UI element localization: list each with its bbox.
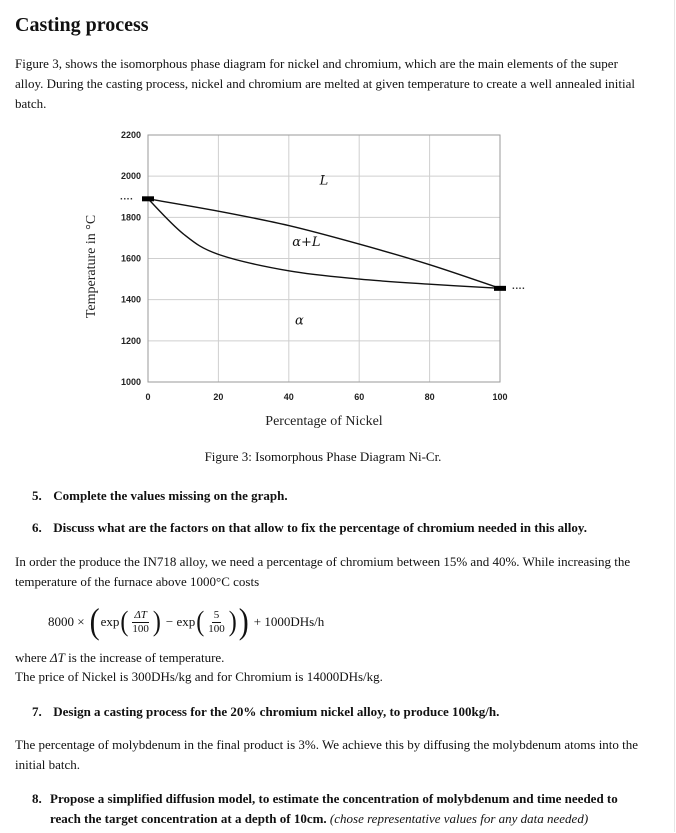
x-tick-label-3: 60 <box>354 392 365 402</box>
formula-fraction-2-numerator: 5 <box>213 608 220 621</box>
question-5 <box>32 486 288 506</box>
delta-t-post: is the increase of temperature. <box>68 650 225 665</box>
formula-exp-1: exp <box>100 614 120 629</box>
question-8-body <box>50 789 635 829</box>
y-tick-label-3: 1600 <box>120 253 141 264</box>
y-tick-label-1: 1200 <box>120 335 141 346</box>
y-tick-label-0: 1000 <box>120 377 141 387</box>
question-6-number: 6. <box>32 520 42 535</box>
molybdenum-paragraph: The percentage of molybdenum in the final product is 3%. We achieve this by diffusing the molybdenum atoms into the initial batch. <box>15 737 639 772</box>
formula-coefficient: 8000 × <box>48 614 85 629</box>
formula-fraction-2-denominator: 100 <box>208 622 225 635</box>
question-8 <box>32 789 642 829</box>
y-tick-label-5: 2000 <box>120 171 141 182</box>
formula-paren-close-inner-2: ) <box>228 606 237 638</box>
intro-paragraph: Figure 3, shows the isomorphous phase diagram for nickel and chromium, which are the main elements of the super alloy. During the casting process, nickel and chromium are melted at given temperature to create a well annealed initial batch. <box>15 56 636 111</box>
curve-solidus <box>148 199 500 289</box>
cost-formula <box>48 601 325 642</box>
question-5-text: Complete the values missing on the graph. <box>53 488 288 503</box>
cost-paragraph: In order the produce the IN718 alloy, we need a percentage of chromium between 15% and 40%. While increasing the temperature of the furnace above 1000°C costs <box>15 554 631 589</box>
x-tick-label-4: 80 <box>424 392 435 402</box>
x-axis-label: Percentage of Nickel <box>265 414 383 429</box>
formula-fraction-1-numerator: ΔT <box>134 608 147 621</box>
y-axis-label: Temperature in °C <box>84 214 99 319</box>
question-8-text: Propose a simplified diffusion model, to estimate the concentration of molybdenum and time needed to reach the target concentration at a depth of 10cm. <box>50 791 618 826</box>
question-7-text: Design a casting process for the 20% chromium nickel alloy, to produce 100kg/h. <box>53 704 500 719</box>
delta-t-definition <box>15 648 640 668</box>
formula-paren-open: ( <box>89 601 100 642</box>
missing-value-dots-left: ···· <box>120 193 134 205</box>
question-6 <box>32 518 587 538</box>
missing-value-dots-right: ···· <box>512 283 526 295</box>
delta-t-pre: where <box>15 650 47 665</box>
section-title: Casting process <box>15 14 149 36</box>
delta-t-symbol: ΔT <box>50 650 65 665</box>
x-tick-label-0: 0 <box>145 392 151 402</box>
formula-minus-exp: − exp <box>165 614 196 629</box>
price-paragraph: The price of Nickel is 300DHs/kg and for Chromium is 14000DHs/kg. <box>15 669 383 684</box>
question-7 <box>32 702 499 722</box>
x-tick-label-2: 40 <box>283 392 294 402</box>
formula-paren-close-inner-1: ) <box>152 606 161 638</box>
endpoint-marker-1 <box>494 286 506 291</box>
question-6-text: Discuss what are the factors on that allow to fix the percentage of chromium needed in this alloy. <box>53 520 587 535</box>
question-7-number: 7. <box>32 704 42 719</box>
figure-caption: Figure 3: Isomorphous Phase Diagram Ni-Cr. <box>204 449 442 464</box>
region-label-1: α+L <box>292 235 321 251</box>
phase-diagram-chart <box>76 120 556 440</box>
x-tick-label-5: 100 <box>492 392 508 402</box>
formula-fraction-2 <box>206 609 227 636</box>
question-8-note: (chose representative values for any data needed) <box>329 811 589 826</box>
question-8-number: 8. <box>32 791 42 806</box>
formula-paren-close: ) <box>238 601 249 642</box>
formula-tail: + 1000DHs/h <box>253 614 325 629</box>
formula-paren-open-inner-1: ( <box>120 606 129 638</box>
question-5-number: 5. <box>32 488 42 503</box>
y-tick-label-4: 1800 <box>120 212 141 223</box>
endpoint-marker-0 <box>142 196 154 201</box>
region-label-0: L <box>319 173 329 189</box>
formula-fraction-1-denominator: 100 <box>132 622 149 635</box>
formula-paren-open-inner-2: ( <box>196 606 205 638</box>
x-tick-label-1: 20 <box>213 392 224 402</box>
formula-fraction-1 <box>130 609 151 636</box>
y-tick-label-6: 2200 <box>120 130 141 140</box>
y-tick-label-2: 1400 <box>120 294 141 305</box>
region-label-2: α <box>294 313 304 329</box>
